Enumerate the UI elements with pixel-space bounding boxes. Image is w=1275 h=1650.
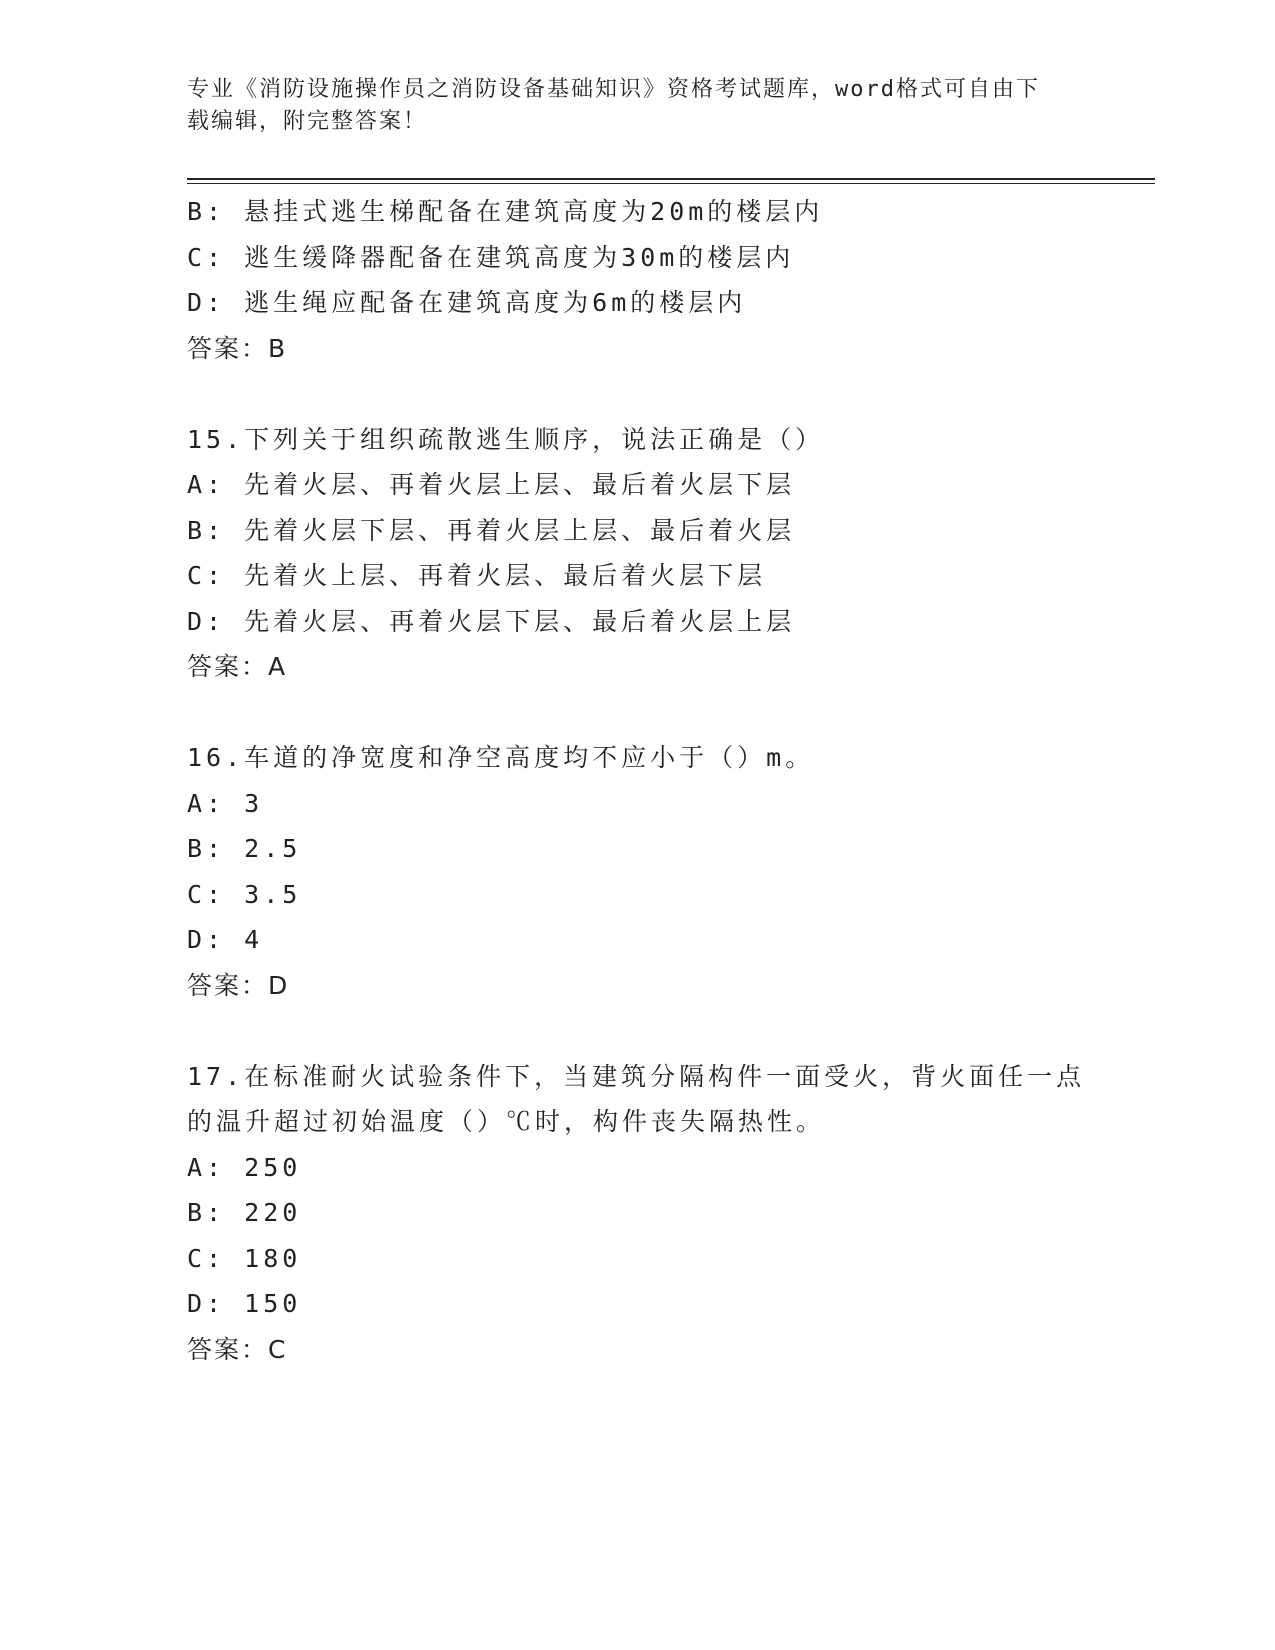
question-text: 15.下列关于组织疏散逃生顺序，说法正确是（） (187, 424, 825, 454)
spacer (187, 371, 1087, 417)
option-b: B: 先着火层下层、再着火层上层、最后着火层 (187, 515, 796, 545)
answer: 答案：A (187, 652, 288, 681)
question-text-line-1: 17.在标准耐火试验条件下，当建筑分隔构件一面受火，背火面任一点 (187, 1061, 1086, 1091)
answer: 答案：B (187, 333, 288, 363)
option-a: A: 先着火层、再着火层上层、最后着火层下层 (187, 470, 796, 499)
header-divider-thin (187, 183, 1155, 184)
option-b: B: 2.5 (187, 834, 302, 863)
question-list (187, 189, 1087, 1372)
option-a: A: 250 (187, 1152, 302, 1182)
header-line-1: 专业《消防设施操作员之消防设备基础知识》资格考试题库，word格式可自由下 (187, 77, 1040, 102)
question-text-line-2: 的温升超过初始温度（）℃时，构件丧失隔热性。 (187, 1107, 826, 1136)
header-line-2: 载编辑，附完整答案！ (187, 109, 428, 134)
question-14-tail (187, 189, 1087, 371)
option-c: C: 3.5 (187, 879, 302, 909)
question-17 (187, 1054, 1087, 1373)
option-d: D: 4 (187, 925, 264, 954)
option-a: A: 3 (187, 788, 264, 818)
option-d: D: 逃生绳应配备在建筑高度为6m的楼层内 (187, 288, 747, 317)
question-text: 16.车道的净宽度和净空高度均不应小于（）m。 (187, 743, 815, 772)
option-b: B: 悬挂式逃生梯配备在建筑高度为20m的楼层内 (187, 197, 824, 226)
question-15 (187, 417, 1087, 690)
spacer (187, 690, 1087, 736)
answer: 答案：C (187, 1334, 288, 1364)
document-header (187, 74, 1087, 138)
option-c: C: 先着火上层、再着火层、最后着火层下层 (187, 561, 767, 590)
option-c: C: 180 (187, 1243, 302, 1273)
answer: 答案：D (187, 970, 290, 1000)
question-16 (187, 735, 1087, 1008)
spacer (187, 1008, 1087, 1054)
option-d: D: 先着火层、再着火层下层、最后着火层上层 (187, 606, 796, 636)
option-c: C: 逃生缓降器配备在建筑高度为30m的楼层内 (187, 242, 795, 272)
option-b: B: 220 (187, 1198, 302, 1227)
header-divider-thick (187, 178, 1155, 180)
option-d: D: 150 (187, 1289, 302, 1318)
